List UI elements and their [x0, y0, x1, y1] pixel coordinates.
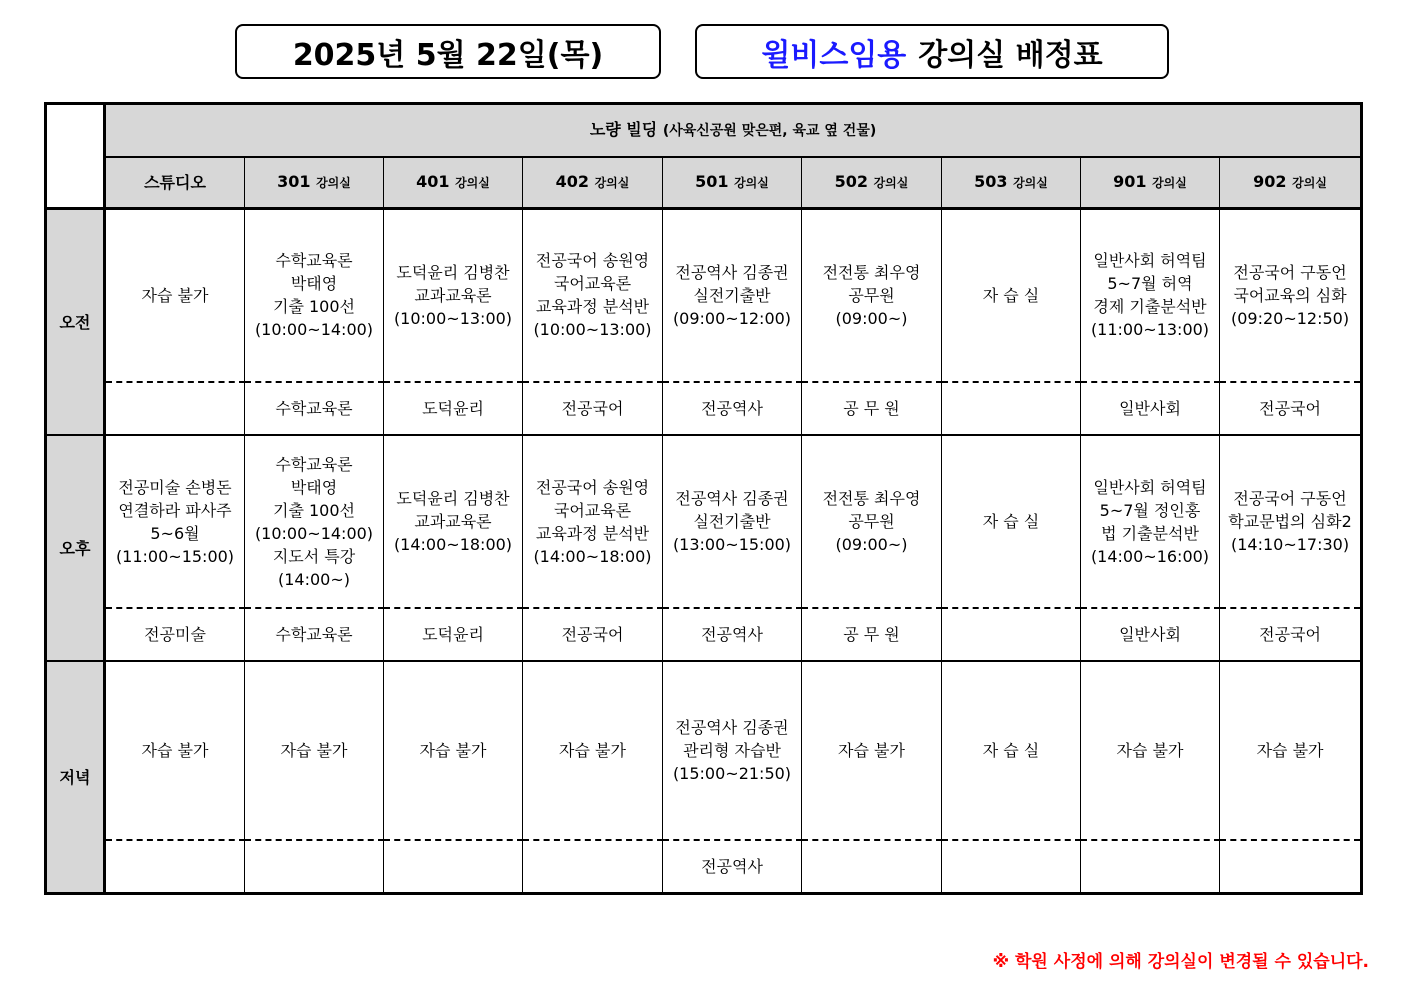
- class-cell: [523, 209, 663, 382]
- room-suffix: 강의실: [316, 175, 351, 190]
- subject-cell: [942, 840, 1081, 893]
- subject-cell: [942, 608, 1081, 661]
- class-line: (14:00~18:00): [393, 535, 513, 555]
- class-line: (10:00~13:00): [533, 320, 652, 340]
- class-line: 국어교육론: [553, 274, 632, 294]
- title-academy: 윌비스임용: [761, 37, 907, 73]
- class-line: 기출 100선: [273, 500, 355, 520]
- class-line: 국어교육의 심화: [1233, 285, 1347, 305]
- subject-cell: [245, 840, 384, 893]
- class-cell: [1081, 435, 1220, 608]
- room-number: 401: [416, 171, 450, 191]
- class-line: (09:20~12:50): [1230, 308, 1350, 328]
- class-line: (10:00~14:00): [254, 523, 374, 543]
- class-line: 자습 불가: [838, 741, 905, 761]
- class-line: 학교문법의 심화2: [1228, 512, 1352, 532]
- class-cell: [1081, 661, 1220, 840]
- room-suffix: 강의실: [1152, 175, 1187, 190]
- class-line: 자 습 실: [982, 285, 1040, 305]
- subject-cell: [802, 840, 942, 893]
- period-label: 오전: [46, 209, 105, 435]
- class-line: (09:00~): [835, 308, 908, 328]
- room-suffix: 강의실: [455, 175, 490, 190]
- corner-cell: [46, 104, 105, 209]
- class-cell: [942, 661, 1081, 840]
- class-line: 교과교육론: [414, 512, 492, 532]
- class-line: 박태영: [290, 477, 338, 497]
- period-subject-row: [46, 840, 1362, 893]
- room-suffix: 강의실: [594, 175, 630, 190]
- class-line: 일반사회 허역팀: [1093, 477, 1207, 497]
- room-header-0: [105, 157, 245, 209]
- class-cell: [802, 661, 942, 840]
- period-subject-row: [46, 382, 1362, 435]
- date-text: 2025년 5월 22일(목): [292, 37, 604, 73]
- class-line: 도덕윤리 김병찬: [396, 262, 510, 282]
- building-location: (사육신공원 맞은편, 육교 옆 건물): [662, 122, 877, 139]
- class-line: (11:00~15:00): [115, 546, 235, 566]
- class-line: 자습 불가: [419, 741, 487, 761]
- class-cell: [1220, 435, 1362, 608]
- class-cell: [384, 209, 523, 382]
- class-line: 기출 100선: [273, 297, 355, 317]
- class-line: 자습 불가: [559, 741, 626, 761]
- subject-cell: 전공역사: [663, 608, 802, 661]
- schedule-table: [44, 102, 1363, 895]
- class-cell: [1081, 209, 1220, 382]
- class-cell: [942, 209, 1081, 382]
- room-header-6: [942, 157, 1081, 209]
- room-header-3: [523, 157, 663, 209]
- class-line: 5~7월 정인홍: [1099, 500, 1201, 520]
- subject-cell: 전공국어: [523, 608, 663, 661]
- subject-cell: 수학교육론: [245, 608, 384, 661]
- subject-cell: [105, 382, 245, 435]
- class-cell: [245, 435, 384, 608]
- period-subject-row: [46, 608, 1362, 661]
- class-line: 전공미술 손병돈: [118, 477, 232, 497]
- class-line: 자습 불가: [1116, 741, 1184, 761]
- class-line: 5~7월 허역: [1107, 274, 1193, 294]
- class-cell: [105, 209, 245, 382]
- room-header-row: [46, 157, 1362, 209]
- class-line: 교육과정 분석반: [535, 297, 650, 317]
- room-number: 스튜디오: [144, 172, 206, 192]
- class-cell: [663, 435, 802, 608]
- room-suffix: 강의실: [873, 175, 909, 190]
- class-cell: [802, 209, 942, 382]
- class-line: 전전통 최우영: [822, 489, 921, 509]
- class-line: 자 습 실: [982, 741, 1040, 761]
- class-line: 실전기출반: [693, 285, 771, 305]
- class-line: 전공역사 김종권: [675, 489, 789, 509]
- schedule-title: [695, 24, 1169, 79]
- class-cell: [1220, 209, 1362, 382]
- subject-cell: 전공국어: [523, 382, 663, 435]
- class-line: 지도서 특강: [272, 546, 356, 566]
- subject-cell: [105, 840, 245, 893]
- period-main-row: [46, 435, 1362, 608]
- room-header-8: [1220, 157, 1362, 209]
- class-line: (14:00~): [278, 569, 350, 589]
- class-line: 자습 불가: [141, 741, 209, 761]
- class-cell: [802, 435, 942, 608]
- class-line: 전공국어 구동언: [1233, 262, 1347, 282]
- class-cell: [105, 435, 245, 608]
- room-suffix: 강의실: [734, 175, 769, 190]
- class-line: 자습 불가: [141, 285, 209, 305]
- class-line: (10:00~14:00): [254, 320, 374, 340]
- class-line: 공무원: [848, 285, 895, 305]
- class-cell: [105, 661, 245, 840]
- class-line: 전공역사 김종권: [675, 718, 789, 738]
- change-notice: ※ 학원 사정에 의해 강의실이 변경될 수 있습니다.: [992, 952, 1369, 972]
- class-line: 박태영: [290, 274, 338, 294]
- class-line: 전공역사 김종권: [675, 262, 789, 282]
- class-line: 수학교육론: [275, 454, 353, 474]
- class-cell: [384, 435, 523, 608]
- class-line: 실전기출반: [693, 512, 771, 532]
- room-number: 503: [974, 171, 1008, 191]
- subject-cell: 전공역사: [663, 382, 802, 435]
- subject-cell: 도덕윤리: [384, 608, 523, 661]
- subject-cell: 공 무 원: [802, 608, 942, 661]
- class-line: (11:00~13:00): [1090, 320, 1210, 340]
- class-line: 경제 기출분석반: [1093, 297, 1207, 317]
- class-line: 전전통 최우영: [822, 262, 921, 282]
- room-number: 901: [1113, 171, 1147, 191]
- class-line: 법 기출분석반: [1101, 523, 1199, 543]
- room-header-4: [663, 157, 802, 209]
- class-line: 도덕윤리 김병찬: [396, 489, 510, 509]
- class-cell: [663, 661, 802, 840]
- room-header-2: [384, 157, 523, 209]
- subject-cell: 전공국어: [1220, 608, 1362, 661]
- class-cell: [384, 661, 523, 840]
- title-text: 강의실 배정표: [918, 37, 1103, 73]
- class-line: 자습 불가: [1256, 741, 1324, 761]
- room-header-5: [802, 157, 942, 209]
- class-line: 교육과정 분석반: [535, 523, 650, 543]
- date-title: [235, 24, 661, 79]
- subject-cell: 공 무 원: [802, 382, 942, 435]
- subject-cell: [384, 840, 523, 893]
- room-header-7: [1081, 157, 1220, 209]
- class-line: 수학교육론: [275, 251, 353, 271]
- class-cell: [245, 209, 384, 382]
- class-line: 5~6월: [150, 523, 200, 543]
- subject-cell: 일반사회: [1081, 382, 1220, 435]
- class-line: 연결하라 파사주: [118, 500, 232, 520]
- subject-cell: [523, 840, 663, 893]
- subject-cell: 일반사회: [1081, 608, 1220, 661]
- subject-cell: [1081, 840, 1220, 893]
- period-main-row: [46, 209, 1362, 382]
- class-line: (09:00~): [835, 535, 908, 555]
- class-line: (09:00~12:00): [672, 308, 792, 328]
- room-suffix: 강의실: [1292, 175, 1327, 190]
- room-header-1: [245, 157, 384, 209]
- subject-cell: 전공미술: [105, 608, 245, 661]
- class-line: 자습 불가: [280, 741, 348, 761]
- class-line: 전공국어 송원영: [535, 477, 650, 497]
- subject-cell: 도덕윤리: [384, 382, 523, 435]
- room-suffix: 강의실: [1013, 175, 1048, 190]
- class-cell: [523, 661, 663, 840]
- period-label: 저녁: [46, 661, 105, 893]
- class-line: (13:00~15:00): [672, 535, 792, 555]
- room-number: 501: [695, 171, 729, 191]
- class-line: 관리형 자습반: [683, 741, 781, 761]
- class-cell: [1220, 661, 1362, 840]
- class-line: 국어교육론: [553, 500, 632, 520]
- subject-cell: [1220, 840, 1362, 893]
- building-name: 노량 빌딩: [589, 119, 658, 139]
- class-cell: [663, 209, 802, 382]
- class-line: 전공국어 송원영: [535, 251, 650, 271]
- room-number: 902: [1253, 171, 1287, 191]
- period-label: 오후: [46, 435, 105, 661]
- class-line: 공무원: [848, 512, 895, 532]
- subject-cell: 전공국어: [1220, 382, 1362, 435]
- class-line: (14:00~18:00): [533, 546, 652, 566]
- class-cell: [523, 435, 663, 608]
- building-header: [105, 104, 1362, 157]
- class-line: 전공국어 구동언: [1233, 489, 1347, 509]
- class-line: (14:10~17:30): [1230, 535, 1350, 555]
- class-line: (15:00~21:50): [672, 764, 792, 784]
- subject-cell: [942, 382, 1081, 435]
- period-main-row: [46, 661, 1362, 840]
- class-line: 교과교육론: [414, 285, 492, 305]
- class-line: 일반사회 허역팀: [1093, 251, 1207, 271]
- room-number: 502: [834, 171, 869, 191]
- room-number: 301: [277, 171, 311, 191]
- subject-cell: 전공역사: [663, 840, 802, 893]
- class-line: (14:00~16:00): [1090, 546, 1210, 566]
- class-line: (10:00~13:00): [393, 308, 513, 328]
- class-line: 자 습 실: [982, 512, 1040, 532]
- room-number: 402: [555, 171, 590, 191]
- class-cell: [942, 435, 1081, 608]
- class-cell: [245, 661, 384, 840]
- subject-cell: 수학교육론: [245, 382, 384, 435]
